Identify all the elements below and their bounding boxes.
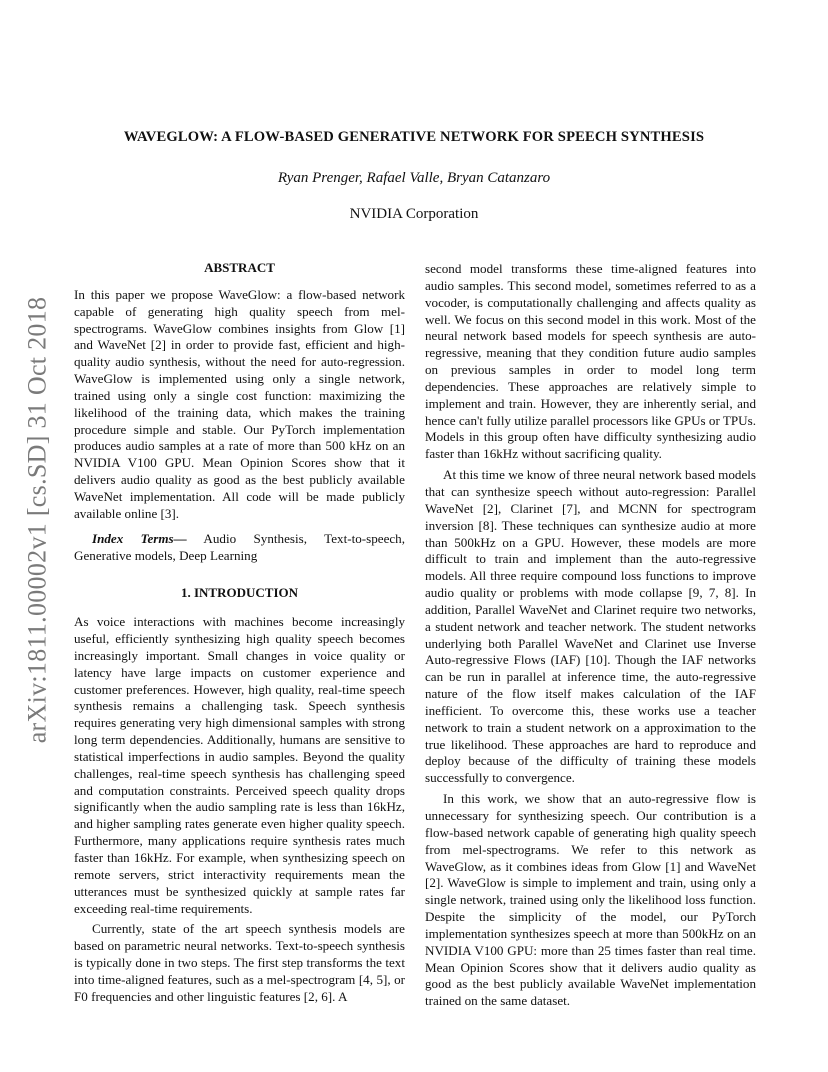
intro-paragraph-2: Currently, state of the art speech synthesis models are based on parametric neural networks. Text-to-speech synthesis is typically done in two steps. The first step transforms the text into time-aligned features, such as a mel-spectrogram [4, 5], or F0 frequencies and other linguistic features [2, 6]. A [74, 921, 405, 1004]
index-terms-label: Index Terms— [92, 530, 187, 546]
paper-authors: Ryan Prenger, Rafael Valle, Bryan Catanzaro [277, 170, 551, 186]
intro-paragraph-3: second model transforms these time-aligned features into audio samples. This second model, sometimes referred to as a vocoder, is computationally challenging and affects quality as well. We focus on this second model in this work. Most of the neural network based models for speech synthesis are auto-regressive, meaning that they condition future audio samples on previous samples in order to model long term dependencies. These approaches are relatively simple to implement and train. However, they are inherently serial, and hence can't fully utilize parallel processors like GPUs or TPUs. Models in this group often have difficulty synthesizing audio faster than 16kHz without sacrificing quality. [425, 261, 756, 462]
introduction-heading: 1. INTRODUCTION [180, 585, 298, 601]
index-terms [74, 531, 405, 565]
intro-paragraph-1: As voice interactions with machines become increasingly useful, efficiently synthesizing high quality speech becomes increasingly important. Small changes in voice quality or latency have large impacts on customer experience and customer preferences. However, high quality, real-time speech synthesis remains a challenging task. Speech synthesis requires generating very high dimensional samples with strong long term dependencies. Additionally, humans are sensitive to statistical imperfections in audio samples. Beyond the quality challenges, real-time speech synthesis has challenging speed and computation constraints. Perceived speech quality drops significantly when the audio sampling rate is less than 16kHz, and higher sampling rates generate even higher quality speech. Furthermore, many applications require synthesis rates much faster than 16kHz. For example, when synthesizing speech on remote servers, strict interactivity requirements mean the utterances must be synthesized quickly at sample rates far exceeding real-time requirements. [74, 614, 405, 916]
right-column [425, 261, 756, 1010]
paper-title: WAVEGLOW: A FLOW-BASED GENERATIVE NETWORK FOR SPEECH SYNTHESIS [123, 129, 705, 145]
arxiv-identifier [22, 285, 52, 755]
intro-paragraph-5: In this work, we show that an auto-regressive flow is unnecessary for synthesizing speech. Our contribution is a flow-based network capable of generating high quality speech from mel-spectrograms. We refer to this network as WaveGlow, as it combines ideas from Glow [1] and WaveNet [2]. WaveGlow is simple to implement and train, using only a single network, trained using only the likelihood loss function. Despite the simplicity of the model, our PyTorch implementation synthesizes speech at more than 500kHz on an NVIDIA V100 GPU: more than 25 times faster than real time. Mean Opinion Scores show that it delivers audio quality as good as the best publicly available WaveNet implementation trained on the same dataset. [425, 791, 756, 1009]
paper-affiliation: NVIDIA Corporation [349, 206, 479, 222]
intro-paragraph-4: At this time we know of three neural network based models that can synthesize speech without auto-regression: Parallel WaveNet [2], Clarinet [7], and MCNN for spectrogram inversion [8]. These techniques can synthesize audio at more than 500kHz on a GPU. However, these models are more difficult to train and implement than the auto-regressive models. All three require compound loss functions to improve audio quality or problems with mode collapse [9, 7, 8]. In addition, Parallel WaveNet and Clarinet require two networks, a student network and teacher network. The student networks underlying both Parallel WaveNet and Clarinet use Inverse Auto-regressive Flows (IAF) [10]. Though the IAF networks can be run in parallel at inference time, the auto-regressive nature of the flow itself makes calculation of the IAF inefficient. To overcome this, these works use a teacher network to train a student network on a approximation to the true likelihood. These approaches are hard to reproduce and deploy because of the difficulty of training these models successfully to convergence. [425, 467, 756, 786]
abstract-heading: ABSTRACT [204, 260, 275, 275]
left-column [74, 260, 405, 1006]
abstract-text: In this paper we propose WaveGlow: a flow-based network capable of generating high quality speech from mel-spectrograms. WaveGlow combines insights from Glow [1] and WaveNet [2] in order to provide fast, efficient and high-quality audio synthesis, without the need for auto-regression. WaveGlow is implemented using only a single network, trained using only a single cost function: maximizing the likelihood of the training data, which makes the training procedure simple and stable. Our PyTorch implementation produces audio samples at a rate of more than 500 kHz on an NVIDIA V100 GPU. Mean Opinion Scores show that it delivers audio quality as good as the best publicly available WaveNet implementation. All code will be made publicly available online [3]. [74, 286, 405, 521]
index-terms-text: Audio Synthesis, Text-to-speech, Generative models, Deep Learning [74, 530, 406, 563]
arxiv-identifier-text: arXiv:1811.00002v1 [cs.SD] 31 Oct 2018 [22, 296, 52, 744]
